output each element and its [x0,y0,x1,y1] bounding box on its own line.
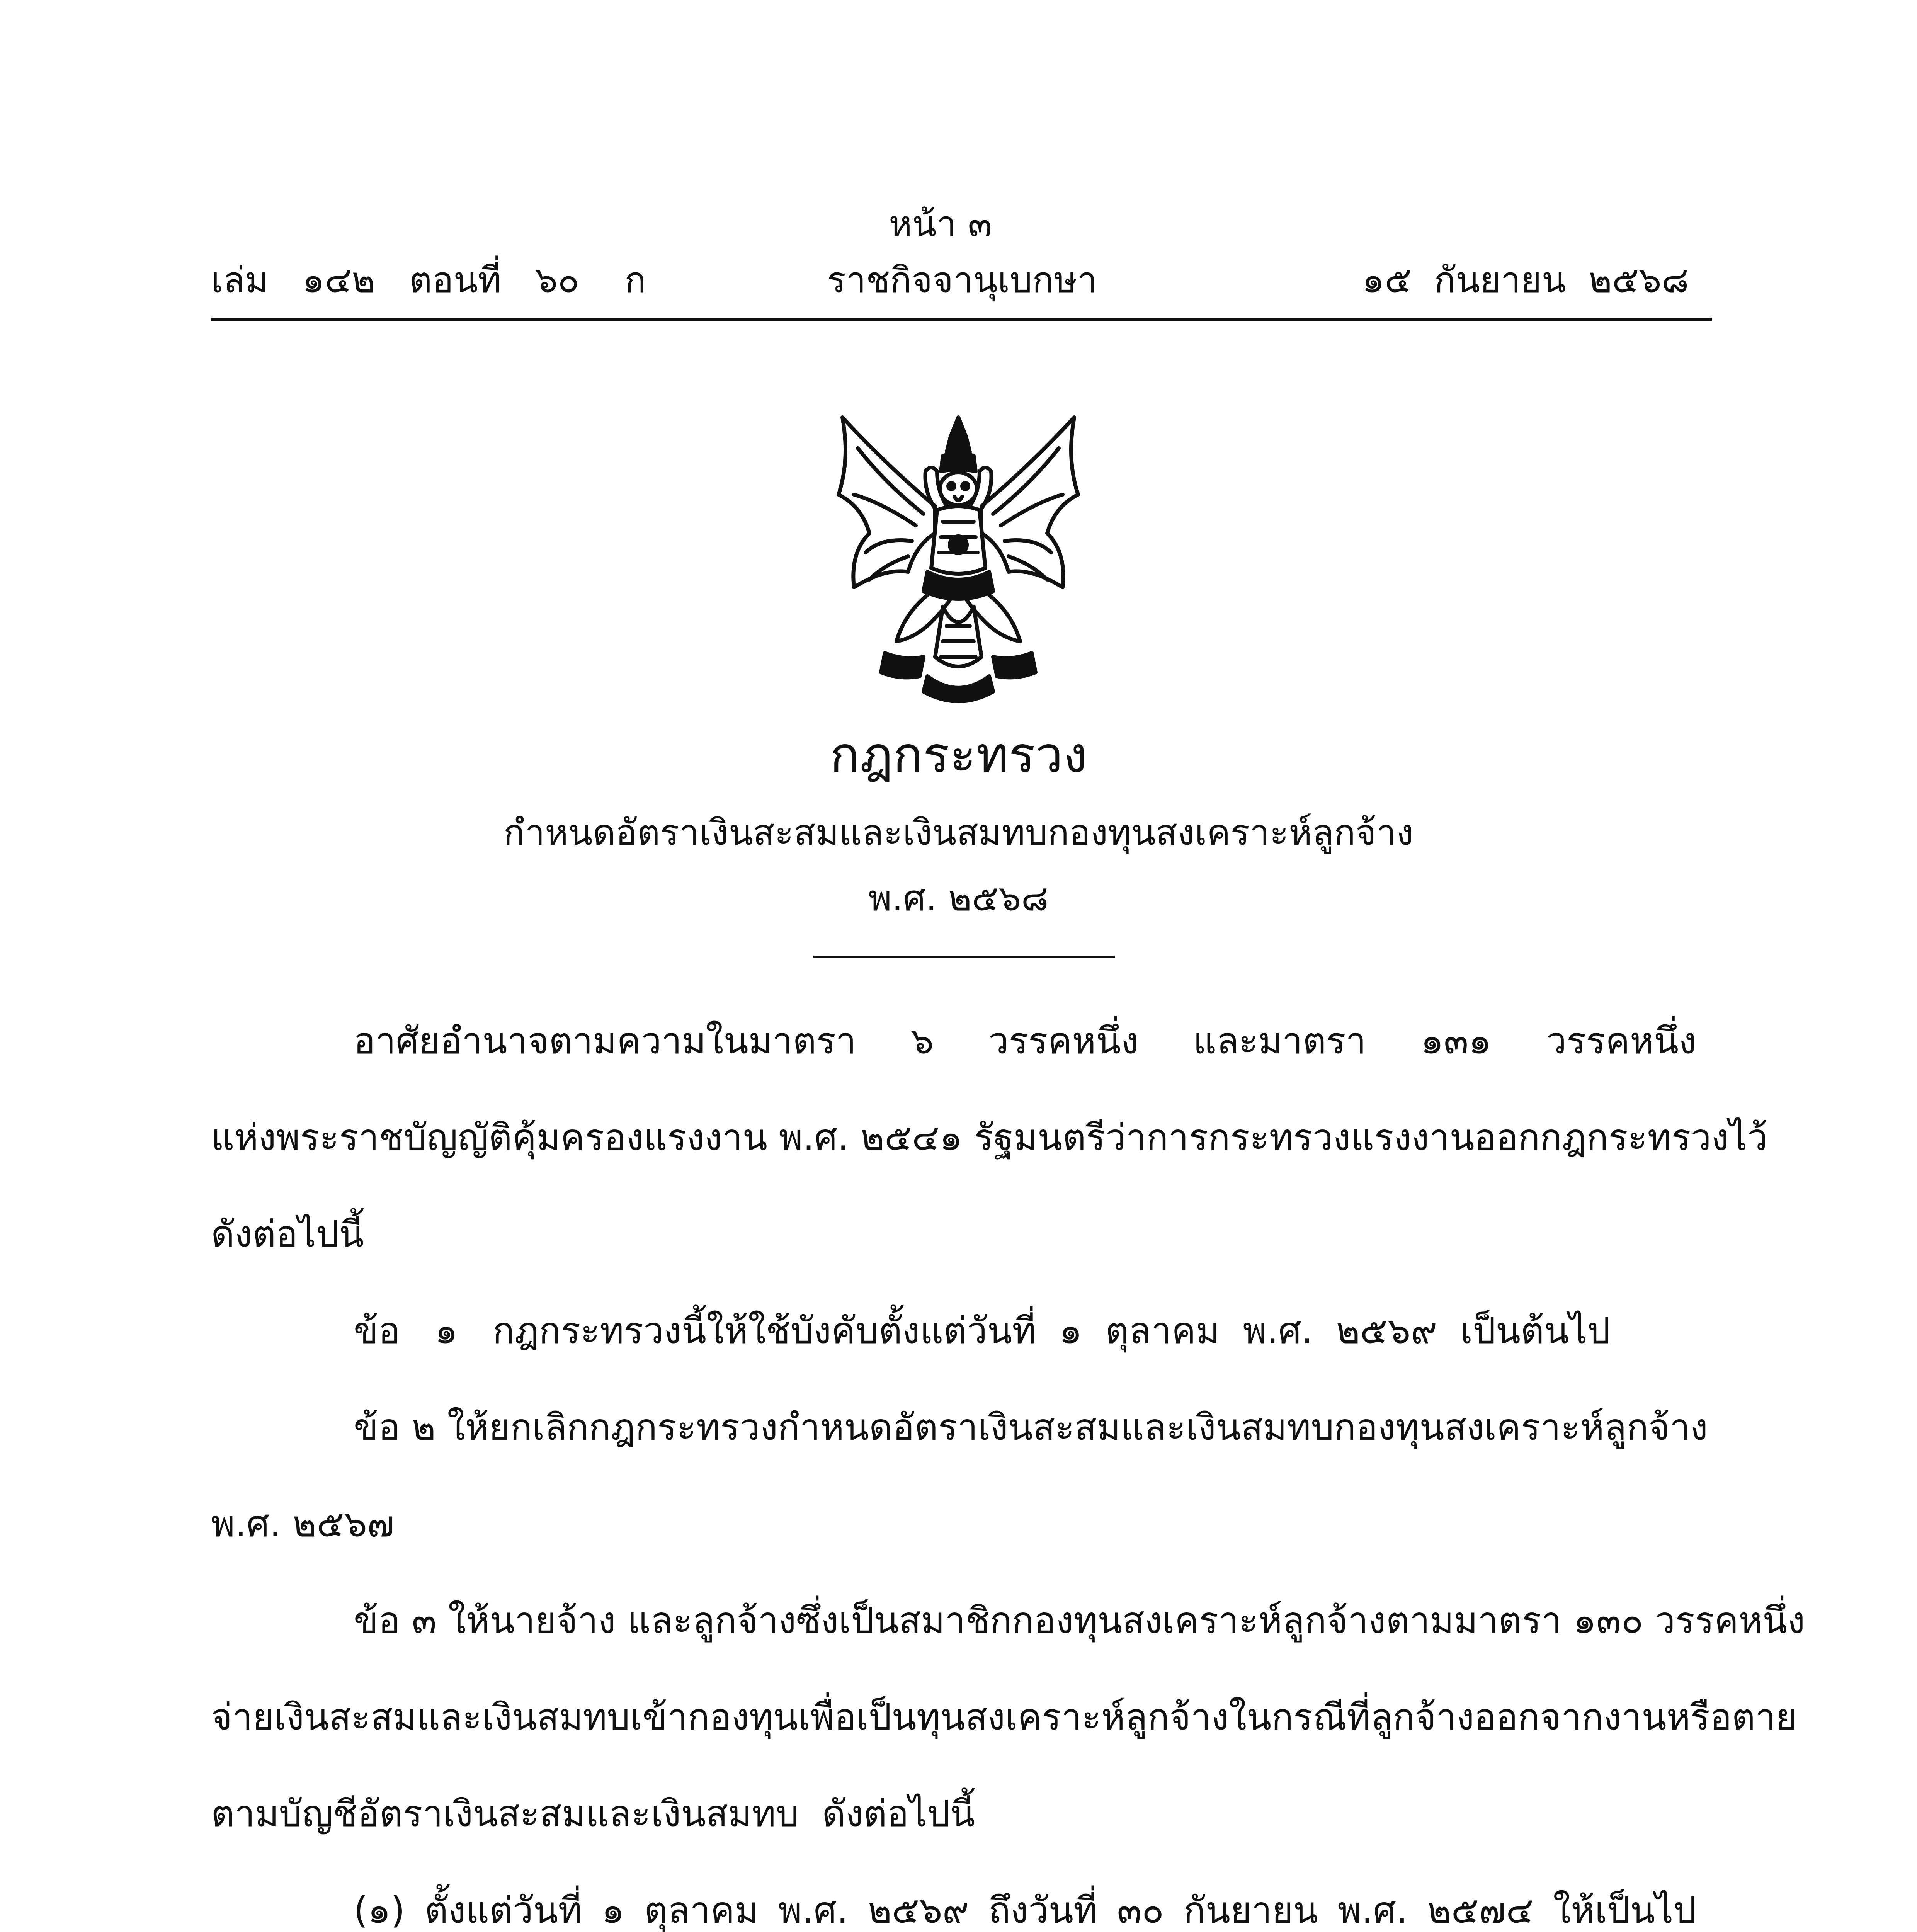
page-number: หน้า ๓ [889,203,992,245]
clause-2-line-2: พ.ศ. ๒๕๖๗ [211,1503,395,1545]
document-subtitle: กำหนดอัตราเงินสะสมและเงินสมทบกองทุนสงเคราะห์ลูกจ้าง [503,812,1414,853]
item-1-line-1: (๑) ตั้งแต่วันที่ ๑ ตุลาคม พ.ศ. ๒๕๖๙ ถึงวันที่ ๓๐ กันยายน พ.ศ. ๒๕๗๔ ให้เป็นไป [354,1889,1696,1932]
volume-issue: เล่ม ๑๔๒ ตอนที่ ๖๐ ก [211,259,646,301]
garuda-emblem-icon [827,406,1090,707]
clause-3-line-2: จ่ายเงินสะสมและเงินสมทบเข้ากองทุนเพื่อเป็นทุนสงเคราะห์ลูกจ้างในกรณีที่ลูกจ้างออกจากงานหรือตาย [211,1696,1797,1738]
header-rule [211,318,1712,321]
clause-3-line-1: ข้อ ๓ ให้นายจ้าง และลูกจ้างซึ่งเป็นสมาชิกกองทุนสงเคราะห์ลูกจ้างตามมาตรา ๑๓๐ วรรคหนึ่ง [354,1600,1805,1642]
publication-name: ราชกิจจานุเบกษา [827,259,1097,301]
clause-1: ข้อ ๑ กฎกระทรวงนี้ให้ใช้บังคับตั้งแต่วันที่ ๑ ตุลาคม พ.ศ. ๒๕๖๙ เป็นต้นไป [354,1310,1611,1352]
document-title: กฎกระทรวง [830,726,1087,784]
preamble-line-2: แห่งพระราชบัญญัติคุ้มครองแรงงาน พ.ศ. ๒๕๔๑ รัฐมนตรีว่าการกระทรวงแรงงานออกกฎกระทรวงไว้ [211,1117,1768,1159]
preamble-line-3: ดังต่อไปนี้ [211,1213,364,1255]
publication-date: ๑๕ กันยายน ๒๕๖๘ [1362,259,1689,301]
clause-3-line-3: ตามบัญชีอัตราเงินสะสมและเงินสมทบ ดังต่อไปนี้ [211,1793,975,1835]
preamble-line-1: อาศัยอำนาจตามความในมาตรา ๖ วรรคหนึ่ง และมาตรา ๑๓๑ วรรคหนึ่ง [354,1020,1696,1062]
title-rule [813,956,1115,958]
clause-2-line-1: ข้อ ๒ ให้ยกเลิกกฎกระทรวงกำหนดอัตราเงินสะสมและเงินสมทบกองทุนสงเคราะห์ลูกจ้าง [354,1406,1708,1449]
document-year: พ.ศ. ๒๕๖๘ [868,878,1049,919]
